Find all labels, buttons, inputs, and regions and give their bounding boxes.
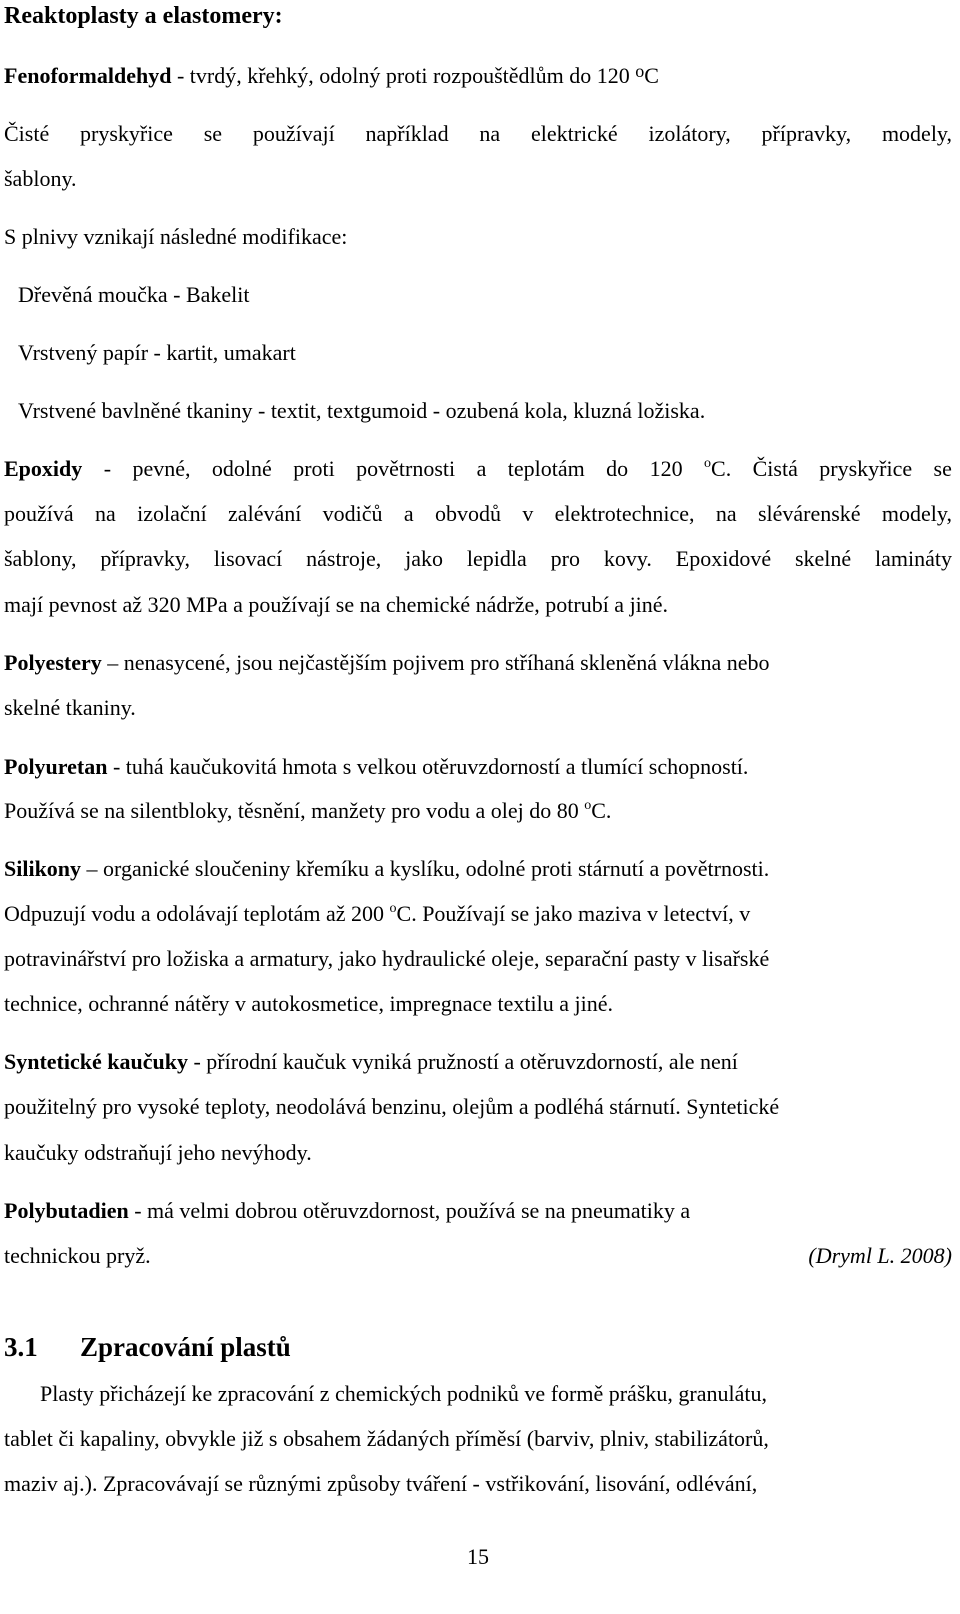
paragraph-epoxidy-line2: používá na izolační zalévání vodičů a obvodů v elektrotechnice, na slévárenské modely, <box>4 501 952 526</box>
section-title: Zpracování plastů <box>80 1332 291 1362</box>
term-silikony: Silikony <box>4 856 82 881</box>
heading: Reaktoplasty a elastomery: <box>4 3 283 29</box>
paragraph-polyuretan-line2: Používá se na silentbloky, těsnění, manžety pro vodu a olej do 80 $^o$C. <box>4 798 612 823</box>
list-item: Dřevěná moučka - Bakelit <box>18 282 250 307</box>
list-item: Vrstvený papír - kartit, umakart <box>18 340 296 365</box>
page-number: 15 <box>467 1544 489 1569</box>
term-synteticke-kauciky: Syntetické kaučuky <box>4 1049 188 1074</box>
paragraph-silikony-line4: technice, ochranné nátěry v autokosmetice, impregnace textilu a jiné. <box>4 991 614 1016</box>
paragraph-kauciky-line3: kaučuky odstraňují jeho nevýhody. <box>4 1140 312 1165</box>
paragraph-silikony-line2: Odpuzují vodu a odolávají teplotám až 200 $^o$C. Používají se jako maziva v letectví, v <box>4 901 751 926</box>
paragraph-epoxidy-line4: mají pevnost až 320 MPa a používají se na chemické nádrže, potrubí a jiné. <box>4 592 669 617</box>
paragraph-polyestery-line1: Polyestery – nenasycené, jsou nejčastějším pojivem pro stříhaná skleněná vlákna nebo <box>4 650 770 675</box>
paragraph-silikony-line1: Silikony – organické sloučeniny křemíku a kyslíku, odolné proti stárnutí a povětrnosti. <box>4 856 770 881</box>
list-item: Vrstvené bavlněné tkaniny - textit, textgumoid - ozubená kola, kluzná ložiska. <box>18 398 706 423</box>
section-number: 3.1 <box>4 1332 38 1362</box>
term-fenoformaldehyd: Fenoformaldehyd <box>4 63 172 88</box>
paragraph-polyestery-line2: skelné tkaniny. <box>4 695 136 720</box>
paragraph-kauciky-line2: použitelný pro vysoké teploty, neodolává benzinu, olejům a podléhá stárnutí. Syntetické <box>4 1094 780 1119</box>
fillers-intro: S plnivy vznikají následné modifikace: <box>4 224 348 249</box>
term-epoxidy: Epoxidy <box>4 456 83 481</box>
paragraph-epoxidy-line3: šablony, přípravky, lisovací nástroje, jako lepidla pro kovy. Epoxidové skelné lamináty <box>4 546 952 571</box>
paragraph-polyuretan-line1: Polyuretan - tuhá kaučukovitá hmota s velkou otěruvzdorností a tlumící schopností. <box>4 754 749 779</box>
paragraph-fenoformaldehyd-line1: Fenoformaldehyd - tvrdý, křehký, odolný proti rozpouštědlům do 120 $^o$C <box>4 61 659 88</box>
paragraph-epoxidy-line1: Epoxidy - pevné, odolné proti povětrnosti a teplotám do 120 $^o$C. Čistá pryskyřice se <box>4 456 952 481</box>
section-paragraph-line3: maziv aj.). Zpracovávají se různými způsoby tváření - vstřikování, lisování, odlévání, <box>4 1471 758 1496</box>
paragraph-polybutadien-line1: Polybutadien - má velmi dobrou otěruvzdornost, používá se na pneumatiky a <box>4 1198 691 1223</box>
paragraph-silikony-line3: potravinářství pro ložiska a armatury, jako hydraulické oleje, separační pasty v lisařské <box>4 946 770 971</box>
section-paragraph-line2: tablet či kapaliny, obvykle již s obsahem žádaných příměsí (barviv, plniv, stabilizátorů, <box>4 1426 769 1451</box>
term-polybutadien: Polybutadien <box>4 1198 129 1223</box>
citation: (Dryml L. 2008) <box>808 1243 952 1268</box>
paragraph-fenoformaldehyd-line3: šablony. <box>4 166 77 191</box>
term-polyestery: Polyestery <box>4 650 102 675</box>
section-paragraph-line1: Plasty přicházejí ke zpracování z chemických podniků ve formě prášku, granulátu, <box>40 1381 767 1406</box>
paragraph-polybutadien-line2: technickou pryž. <box>4 1243 151 1268</box>
paragraph-fenoformaldehyd-line2: Čisté pryskyřice se používají například na elektrické izolátory, přípravky, modely, <box>4 121 952 146</box>
paragraph-kauciky-line1: Syntetické kaučuky - přírodní kaučuk vyniká pružností a otěruvzdorností, ale není <box>4 1049 738 1074</box>
term-polyuretan: Polyuretan <box>4 754 108 779</box>
